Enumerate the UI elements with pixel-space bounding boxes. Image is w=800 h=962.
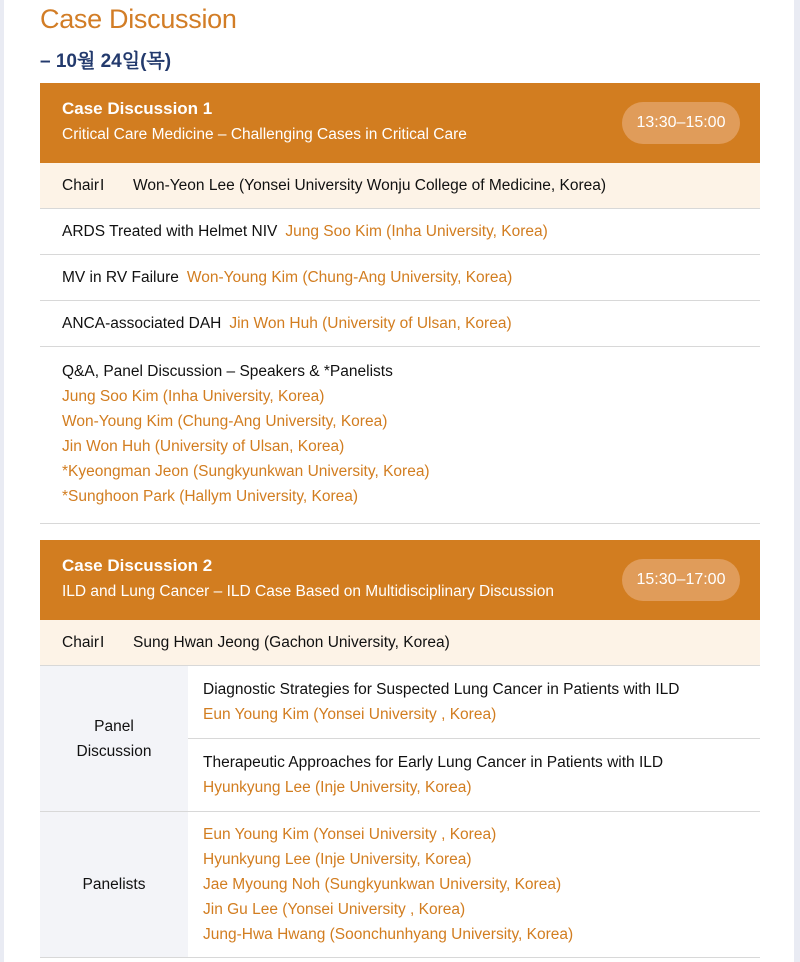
- discussion-speaker: Hyunkyung Lee (Inje University, Korea): [203, 779, 472, 796]
- session-topic: ILD and Lung Cancer – ILD Case Based on Multidisciplinary Discussion: [62, 583, 554, 600]
- program-page: [4, 0, 794, 962]
- panelists-label: Panelists: [40, 812, 188, 957]
- discussion-title: Diagnostic Strategies for Suspected Lung Cancer in Patients with ILD: [203, 681, 680, 698]
- panelist: Eun Young Kim (Yonsei University , Korea): [203, 826, 497, 843]
- panel-discussion-label: [40, 666, 188, 811]
- session-name: Case Discussion 2: [62, 556, 213, 575]
- session-name: Case Discussion 1: [62, 99, 213, 118]
- page-title: Case Discussion: [40, 4, 237, 34]
- panelist: Jin Gu Lee (Yonsei University , Korea): [203, 901, 466, 918]
- talk-title: MV in RV Failure: [62, 268, 179, 286]
- talk-speaker: Won-Young Kim (Chung-Ang University, Korea): [186, 268, 513, 286]
- discussion-speaker: Eun Young Kim (Yonsei University , Korea): [203, 706, 497, 723]
- qa-title: Q&A, Panel Discussion – Speakers & *Panelists: [62, 363, 393, 380]
- session-2: [40, 540, 760, 958]
- talk-speaker: Jin Won Huh (University of Ulsan, Korea): [229, 314, 512, 332]
- chair-separator: I: [100, 633, 105, 651]
- discussion-item: [188, 739, 760, 811]
- discussion-title: Therapeutic Approaches for Early Lung Cancer in Patients with ILD: [203, 754, 664, 771]
- panel-member: *Kyeongman Jeon (Sungkyunkwan University, Korea): [62, 463, 430, 480]
- chair-separator: I: [100, 176, 105, 194]
- session-1-header: [40, 83, 760, 163]
- panel-member: Jin Won Huh (University of Ulsan, Korea): [62, 438, 345, 455]
- chair-name: Won-Yeon Lee (Yonsei University Wonju College of Medicine, Korea): [133, 176, 607, 194]
- session-2-header: [40, 540, 760, 620]
- chair-row: [40, 163, 760, 209]
- panelists-row: [40, 812, 760, 958]
- panelist: Jung-Hwa Hwang (Soonchunhyang University, Korea): [203, 926, 574, 943]
- panel-discussion-items: [188, 666, 760, 811]
- panelists-list: [188, 812, 760, 957]
- talk-speaker: Jung Soo Kim (Inha University, Korea): [285, 222, 548, 240]
- talk-row: [40, 301, 760, 347]
- talk-title: ARDS Treated with Helmet NIV: [62, 222, 278, 240]
- discussion-item: [188, 666, 760, 739]
- label-line: Panel: [94, 717, 134, 735]
- panel-member: Won-Young Kim (Chung-Ang University, Korea): [62, 413, 388, 430]
- time-badge: 13:30–15:00: [622, 102, 740, 144]
- talk-row: [40, 255, 760, 301]
- panelist: Hyunkyung Lee (Inje University, Korea): [203, 851, 472, 868]
- qa-panel-row: [40, 347, 760, 524]
- session-topic: Critical Care Medicine – Challenging Cases in Critical Care: [62, 126, 467, 143]
- chair-name: Sung Hwan Jeong (Gachon University, Korea): [133, 633, 450, 651]
- panel-discussion-row: [40, 666, 760, 812]
- chair-row: [40, 620, 760, 666]
- time-badge: 15:30–17:00: [622, 559, 740, 601]
- label-line: Discussion: [76, 742, 152, 760]
- date-line: – 10월 24일(목): [40, 51, 172, 72]
- chair-label: Chair: [62, 176, 100, 194]
- panelist: Jae Myoung Noh (Sungkyunkwan University, Korea): [203, 876, 562, 893]
- chair-label: Chair: [62, 633, 100, 651]
- session-1: [40, 83, 760, 524]
- panel-member: *Sunghoon Park (Hallym University, Korea): [62, 488, 359, 505]
- talk-title: ANCA-associated DAH: [62, 314, 222, 332]
- talk-row: [40, 209, 760, 255]
- panel-member: Jung Soo Kim (Inha University, Korea): [62, 388, 325, 405]
